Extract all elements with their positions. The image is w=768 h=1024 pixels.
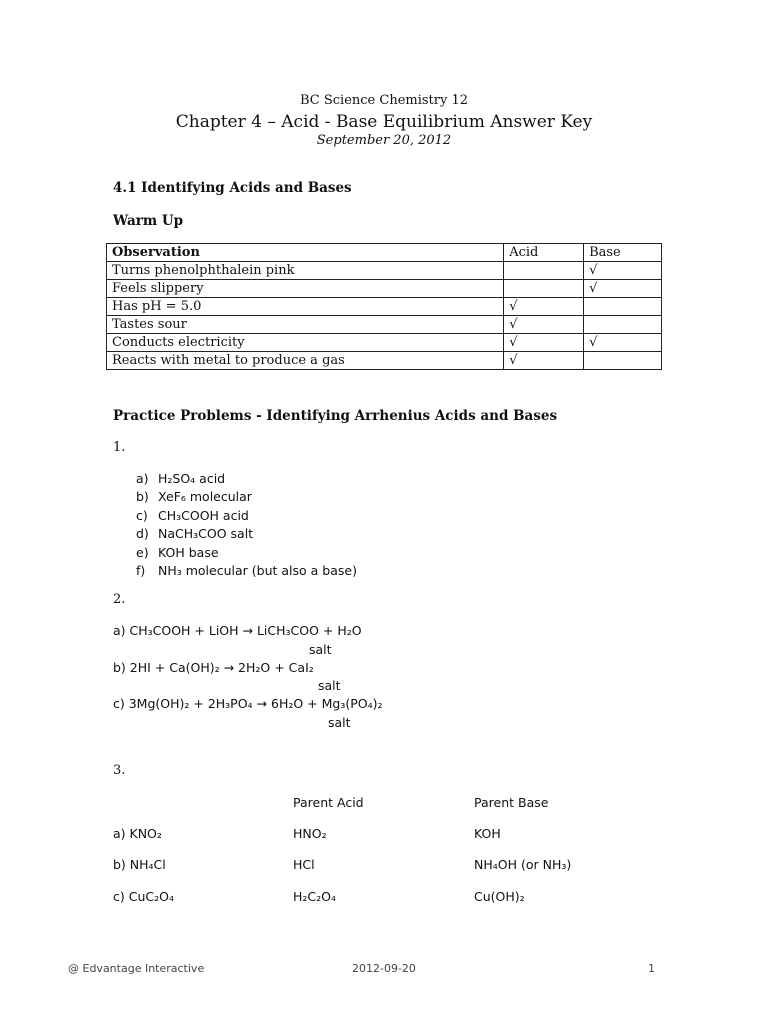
chapter-title: Chapter 4 – Acid - Base Equilibrium Answer Key [175,112,593,132]
table-row [107,352,662,370]
item-answer: NaCH₃COO salt [158,526,254,542]
base-cell [584,298,662,316]
observation-cell: Turns phenolphthalein pink [107,262,504,280]
item-letter: c) [136,507,148,523]
salt-formula: c) CuC₂O₄ [113,889,174,904]
question-number: 3. [113,763,126,778]
observation-cell: Reacts with metal to produce a gas [107,352,504,370]
acid-cell: √ [504,334,584,352]
footer-publisher: @ Edvantage Interactive [68,962,205,975]
column-header-observation: Observation [107,244,504,262]
salt-formula: a) KNO₂ [113,826,162,841]
document-date: September 20, 2012 [316,133,452,148]
reaction-equation: c) 3Mg(OH)₂ + 2H₃PO₄ → 6H₂O + Mg₃(PO₄)₂ [113,696,383,711]
observation-cell: Has pH = 5.0 [107,298,504,316]
observation-cell: Tastes sour [107,316,504,334]
column-header-parent-acid: Parent Acid [293,795,364,810]
salt-label: salt [318,678,341,693]
acid-cell [504,262,584,280]
salt-formula: b) NH₄Cl [113,857,166,872]
item-answer: CH₃COOH acid [158,507,249,523]
footer-date: 2012-09-20 [352,962,416,975]
table-row [107,316,662,334]
parent-acid: H₂C₂O₄ [293,889,336,904]
list-item [136,488,357,506]
column-header-base: Base [584,244,662,262]
column-header-acid: Acid [504,244,584,262]
observation-cell: Feels slippery [107,280,504,298]
table-row [107,334,662,352]
acid-cell: √ [504,352,584,370]
observation-cell: Conducts electricity [107,334,504,352]
answer-list [136,470,357,580]
section-heading: 4.1 Identifying Acids and Bases [113,180,352,196]
parent-base: KOH [474,826,501,841]
table-row [107,262,662,280]
item-letter: e) [136,544,149,560]
item-letter: a) [136,471,149,486]
item-answer: H₂SO₄ acid [158,471,226,486]
base-cell [584,316,662,334]
parent-base: Cu(OH)₂ [474,889,525,904]
list-item [136,525,357,543]
observation-table [106,243,662,370]
item-letter: f) [136,562,146,578]
reaction-equation: a) CH₃COOH + LiOH → LiCH₃COO + H₂O [113,623,362,638]
item-answer: KOH base [158,544,219,560]
parent-acid: HNO₂ [293,826,327,841]
salt-label: salt [328,715,351,730]
page-number: 1 [648,962,655,975]
question-number: 1. [113,440,126,455]
parent-acid: HCl [293,857,315,872]
question-number: 2. [113,592,126,607]
acid-cell [504,280,584,298]
item-answer: NH₃ molecular (but also a base) [158,562,357,578]
base-cell: √ [584,262,662,280]
reaction-equation: b) 2HI + Ca(OH)₂ → 2H₂O + CaI₂ [113,660,314,675]
column-header-parent-base: Parent Base [474,795,549,810]
acid-cell: √ [504,316,584,334]
acid-cell: √ [504,298,584,316]
item-letter: d) [136,526,149,542]
table-row [107,298,662,316]
list-item [136,507,357,525]
practice-problems-heading: Practice Problems - Identifying Arrhenius Acids and Bases [113,408,558,424]
list-item [136,544,357,562]
parent-base: NH₄OH (or NH₃) [474,857,572,872]
item-letter: b) [136,489,149,505]
table-header-row [107,244,662,262]
base-cell: √ [584,280,662,298]
course-title: BC Science Chemistry 12 [299,93,469,108]
salt-label: salt [309,642,332,657]
item-answer: XeF₆ molecular [158,489,252,505]
warmup-heading: Warm Up [113,213,184,229]
base-cell: √ [584,334,662,352]
list-item [136,562,357,580]
base-cell [584,352,662,370]
table-row [107,280,662,298]
list-item [136,470,357,488]
